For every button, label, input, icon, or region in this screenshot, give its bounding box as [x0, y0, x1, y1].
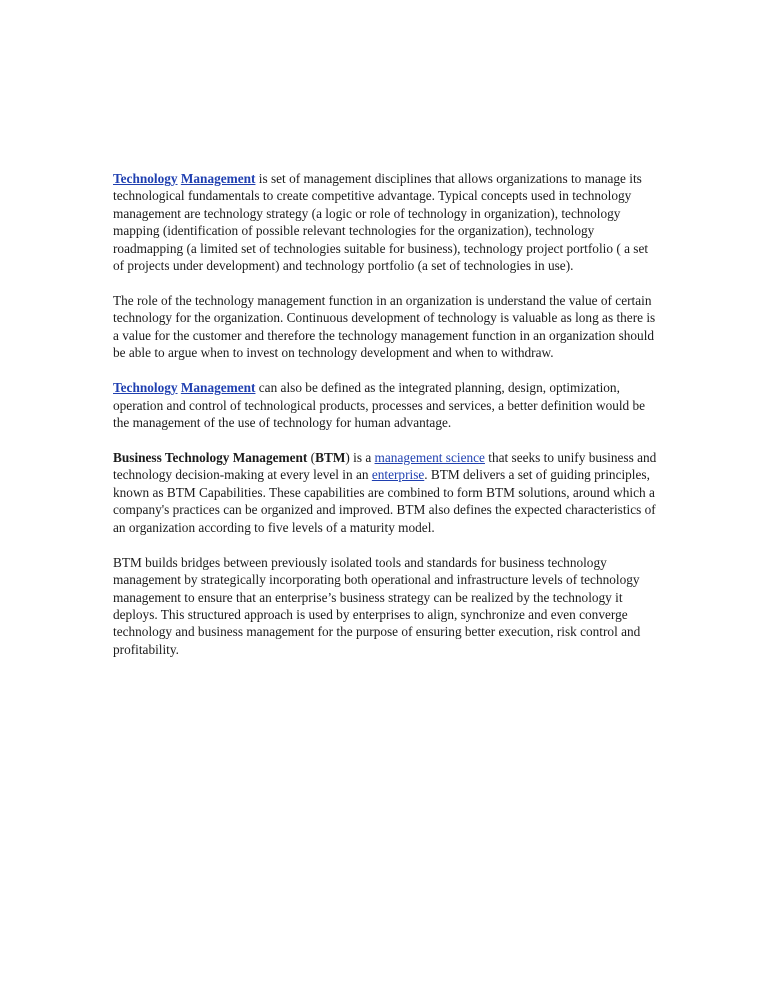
- technology-link[interactable]: Technology: [113, 380, 178, 396]
- paragraph-2: [113, 292, 658, 362]
- document-body: [113, 170, 658, 676]
- management-science-link[interactable]: management science: [374, 450, 485, 466]
- enterprise-link[interactable]: enterprise: [371, 467, 425, 483]
- technology-link[interactable]: Technology: [113, 171, 178, 186]
- paragraph-2-text: The role of the technology management function in an organization is understand the value of certain technology for the organization. Continuous development of technology is valuable as long as there is a value for the customer and therefore the technology management function in an organization should be able to argue when to invest on technology development and when to withdraw.: [113, 293, 656, 361]
- paragraph-4-text-1: (: [307, 450, 316, 466]
- paragraph-3: [113, 379, 658, 431]
- paragraph-5: [113, 554, 658, 658]
- paragraph-4: [113, 449, 658, 536]
- management-link[interactable]: Management: [180, 171, 256, 186]
- paragraph-4-text-3: that seeks to unify business and technology decision-making at every level in an: [113, 450, 657, 483]
- paragraph-4-text-2: ) is a: [345, 450, 375, 466]
- paragraph-4-text-4: . BTM delivers a set of guiding principles, known as BTM Capabilities. These capabilities are combined to form BTM solutions, around which a company's practices can be organized and improved. BTM also defines the expected characteristics of an organization according to five levels of a maturity model.: [113, 467, 656, 535]
- paragraph-1: [113, 170, 658, 274]
- management-link[interactable]: Management: [180, 380, 256, 396]
- paragraph-3-text: can also be defined as the integrated planning, design, optimization, operation and control of technological products, processes and services, a better definition would be the management of the use of technology for human advantage.: [113, 380, 646, 431]
- paragraph-1-text: is set of management disciplines that allows organizations to manage its technological fundamentals to create competitive advantage. Typical concepts used in technology management are technology strategy (a logic or role of technology in organization), technology mapping (identification of possible relevant technologies for the organization), technology roadmapping (a limited set of technologies suitable for business), technology project portfolio ( a set of projects under development) and technology portfolio (a set of technologies in use).: [113, 171, 649, 274]
- btm-full-term: Business Technology Management: [113, 450, 308, 466]
- btm-abbreviation: BTM: [315, 450, 346, 466]
- paragraph-5-text: BTM builds bridges between previously isolated tools and standards for business technology management by strategically incorporating both operational and infrastructure levels of technology management to ensure that an enterprise’s business strategy can be realized by the technology it deploys. This structured approach is used by enterprises to align, synchronize and even converge technology and business management for the purpose of ensuring better execution, risk control and profitability.: [113, 554, 641, 657]
